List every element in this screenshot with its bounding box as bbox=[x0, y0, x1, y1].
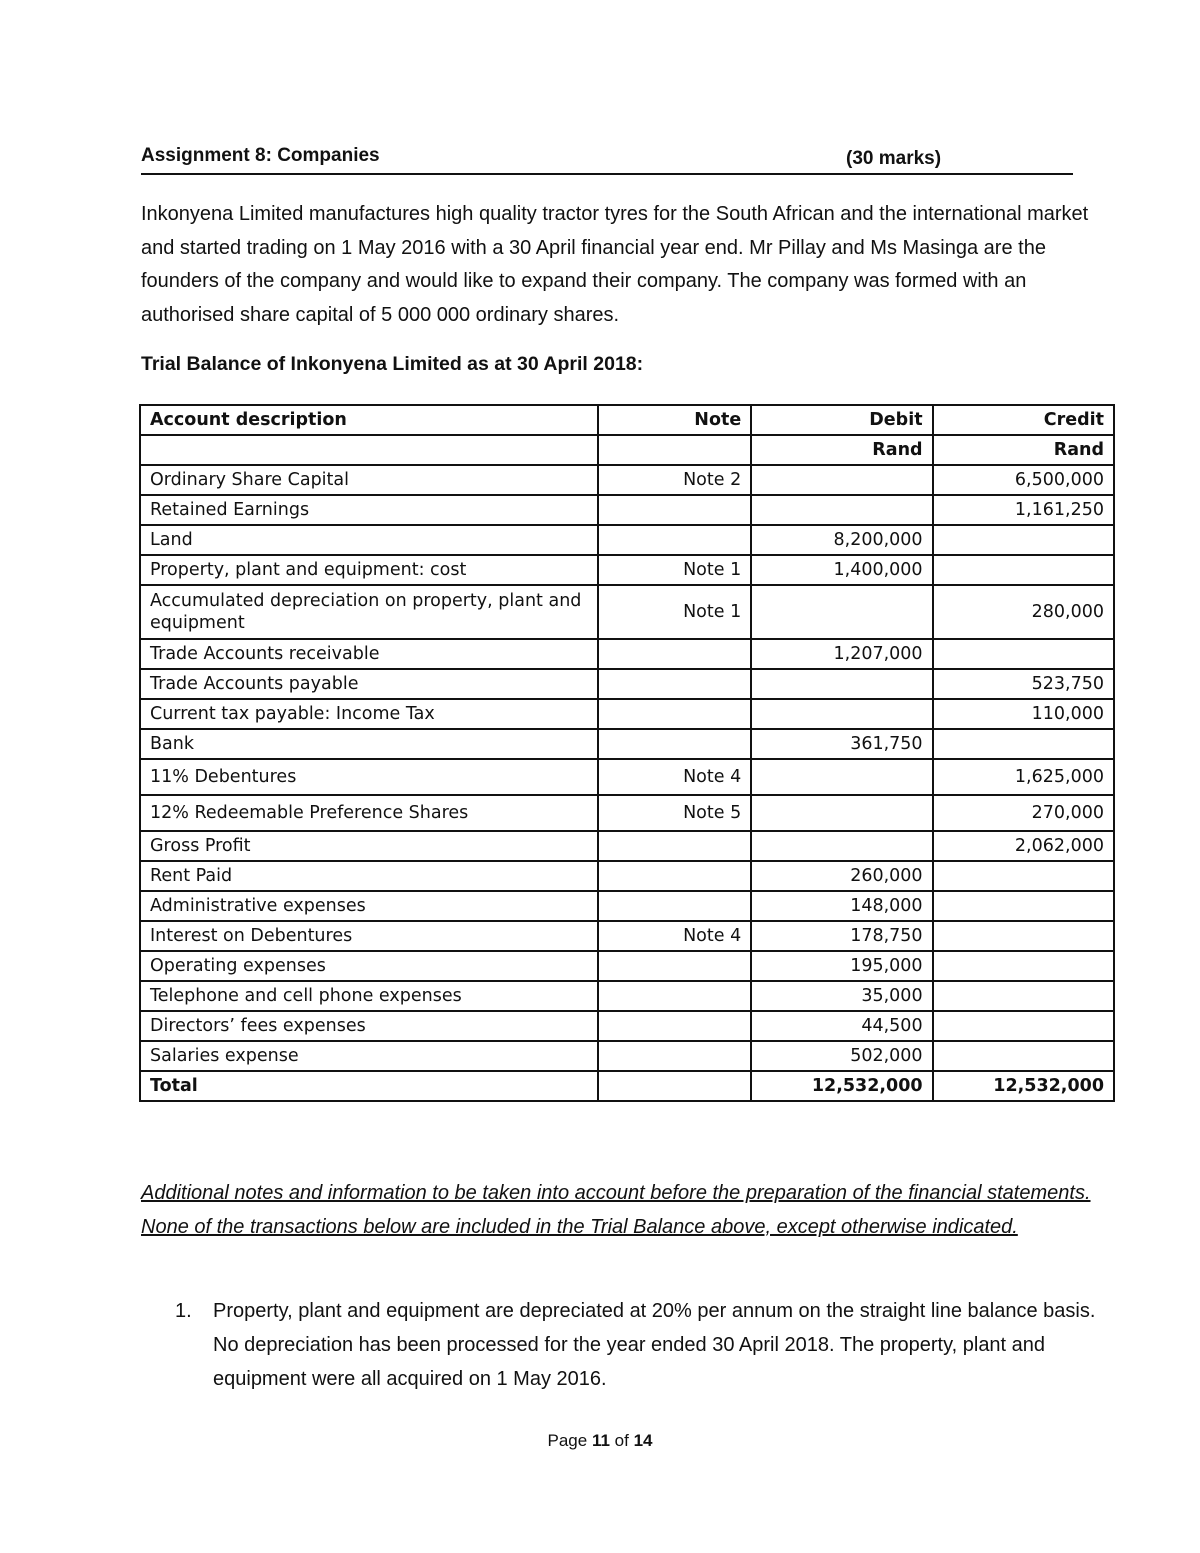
credit-cell bbox=[933, 921, 1114, 951]
header-note: Note bbox=[598, 405, 751, 435]
debit-cell: 1,207,000 bbox=[751, 639, 932, 669]
table-row bbox=[140, 981, 1114, 1011]
note-cell bbox=[598, 669, 751, 699]
note-cell: Note 5 bbox=[598, 795, 751, 831]
table-header-row bbox=[140, 405, 1114, 435]
credit-cell bbox=[933, 861, 1114, 891]
table-row bbox=[140, 495, 1114, 525]
table-row bbox=[140, 585, 1114, 639]
credit-cell: 280,000 bbox=[933, 585, 1114, 639]
table-row bbox=[140, 669, 1114, 699]
credit-cell: 12,532,000 bbox=[933, 1071, 1114, 1101]
note-cell bbox=[598, 699, 751, 729]
account-cell: Administrative expenses bbox=[140, 891, 598, 921]
trial-balance-heading: Trial Balance of Inkonyena Limited as at 30 April 2018: bbox=[141, 353, 644, 375]
credit-cell: 2,062,000 bbox=[933, 831, 1114, 861]
note-cell bbox=[598, 861, 751, 891]
table-row bbox=[140, 861, 1114, 891]
debit-cell: 8,200,000 bbox=[751, 525, 932, 555]
table-row bbox=[140, 465, 1114, 495]
account-cell: Operating expenses bbox=[140, 951, 598, 981]
account-cell: 12% Redeemable Preference Shares bbox=[140, 795, 598, 831]
debit-cell: 361,750 bbox=[751, 729, 932, 759]
credit-cell bbox=[933, 1011, 1114, 1041]
note-cell bbox=[598, 495, 751, 525]
credit-cell bbox=[933, 555, 1114, 585]
table-row bbox=[140, 729, 1114, 759]
units-account bbox=[140, 435, 598, 465]
account-cell: Ordinary Share Capital bbox=[140, 465, 598, 495]
credit-cell: 270,000 bbox=[933, 795, 1114, 831]
debit-cell bbox=[751, 465, 932, 495]
credit-cell bbox=[933, 981, 1114, 1011]
table-row bbox=[140, 921, 1114, 951]
note-cell bbox=[598, 1011, 751, 1041]
debit-cell: 178,750 bbox=[751, 921, 932, 951]
account-cell: Land bbox=[140, 525, 598, 555]
account-cell: Retained Earnings bbox=[140, 495, 598, 525]
table-row bbox=[140, 759, 1114, 795]
note-cell: Note 4 bbox=[598, 759, 751, 795]
account-cell: Interest on Debentures bbox=[140, 921, 598, 951]
header-account: Account description bbox=[140, 405, 598, 435]
table-row bbox=[140, 1041, 1114, 1071]
account-cell: Trade Accounts receivable bbox=[140, 639, 598, 669]
account-cell: Trade Accounts payable bbox=[140, 669, 598, 699]
assignment-header bbox=[141, 145, 1073, 175]
page-footer bbox=[0, 1431, 1200, 1451]
debit-cell bbox=[751, 759, 932, 795]
debit-cell bbox=[751, 831, 932, 861]
debit-cell bbox=[751, 495, 932, 525]
debit-cell: 12,532,000 bbox=[751, 1071, 932, 1101]
credit-cell bbox=[933, 891, 1114, 921]
credit-cell bbox=[933, 729, 1114, 759]
debit-cell: 502,000 bbox=[751, 1041, 932, 1071]
account-cell: Bank bbox=[140, 729, 598, 759]
account-cell: 11% Debentures bbox=[140, 759, 598, 795]
credit-cell: 6,500,000 bbox=[933, 465, 1114, 495]
account-cell: Current tax payable: Income Tax bbox=[140, 699, 598, 729]
header-credit: Credit bbox=[933, 405, 1114, 435]
table-units-row bbox=[140, 435, 1114, 465]
note-cell bbox=[598, 831, 751, 861]
page-label: Page bbox=[547, 1431, 592, 1450]
units-debit: Rand bbox=[751, 435, 932, 465]
note-cell bbox=[598, 981, 751, 1011]
table-row bbox=[140, 831, 1114, 861]
note-cell: Note 1 bbox=[598, 555, 751, 585]
note-cell bbox=[598, 729, 751, 759]
additional-notes-heading: Additional notes and information to be taken into account before the preparation of the financial statements. None of the transactions below are included in the Trial Balance above, except otherwise indicated. bbox=[141, 1182, 1091, 1238]
debit-cell: 148,000 bbox=[751, 891, 932, 921]
note-cell bbox=[598, 639, 751, 669]
table-row bbox=[140, 555, 1114, 585]
page-of: of bbox=[609, 1431, 634, 1450]
credit-cell bbox=[933, 951, 1114, 981]
table-row bbox=[140, 795, 1114, 831]
note-cell bbox=[598, 525, 751, 555]
debit-cell: 1,400,000 bbox=[751, 555, 932, 585]
note-cell bbox=[598, 1041, 751, 1071]
intro-paragraph: Inkonyena Limited manufactures high quality tractor tyres for the South African and the international market and started trading on 1 May 2016 with a 30 April financial year end. Mr Pillay and Ms Masinga are the founders of the company and would like to expand their company. The company was formed with an authorised share capital of 5 000 000 ordinary shares. bbox=[141, 203, 1089, 326]
debit-cell bbox=[751, 795, 932, 831]
note-cell: Note 2 bbox=[598, 465, 751, 495]
page-total: 14 bbox=[633, 1431, 653, 1450]
debit-cell bbox=[751, 669, 932, 699]
credit-cell: 523,750 bbox=[933, 669, 1114, 699]
credit-cell bbox=[933, 1041, 1114, 1071]
table-row bbox=[140, 1011, 1114, 1041]
table-row bbox=[140, 699, 1114, 729]
table-row bbox=[140, 891, 1114, 921]
account-cell: Telephone and cell phone expenses bbox=[140, 981, 598, 1011]
note-cell bbox=[598, 951, 751, 981]
credit-cell: 110,000 bbox=[933, 699, 1114, 729]
debit-cell bbox=[751, 699, 932, 729]
account-cell: Rent Paid bbox=[140, 861, 598, 891]
note-text: Property, plant and equipment are depreciated at 20% per annum on the straight line balance basis. No depreciation has been processed for the year ended 30 April 2018. The property, plant and equipment were all acquired on 1 May 2016. bbox=[213, 1300, 1096, 1390]
table-row bbox=[140, 951, 1114, 981]
credit-cell bbox=[933, 525, 1114, 555]
page-current: 11 bbox=[591, 1431, 610, 1450]
note-cell: Note 1 bbox=[598, 585, 751, 639]
debit-cell: 35,000 bbox=[751, 981, 932, 1011]
note-number: 1. bbox=[175, 1300, 192, 1322]
account-cell: Total bbox=[140, 1071, 598, 1101]
credit-cell: 1,625,000 bbox=[933, 759, 1114, 795]
debit-cell: 44,500 bbox=[751, 1011, 932, 1041]
credit-cell: 1,161,250 bbox=[933, 495, 1114, 525]
assignment-title: Assignment 8: Companies bbox=[141, 145, 380, 166]
account-cell: Directors’ fees expenses bbox=[140, 1011, 598, 1041]
credit-cell bbox=[933, 639, 1114, 669]
account-cell: Salaries expense bbox=[140, 1041, 598, 1071]
table-total-row bbox=[140, 1071, 1114, 1101]
units-note bbox=[598, 435, 751, 465]
note-cell bbox=[598, 1071, 751, 1101]
account-cell: Accumulated depreciation on property, plant and equipment bbox=[140, 585, 598, 639]
note-cell bbox=[598, 891, 751, 921]
assignment-marks: (30 marks) bbox=[846, 148, 942, 169]
table-row bbox=[140, 525, 1114, 555]
debit-cell: 260,000 bbox=[751, 861, 932, 891]
debit-cell: 195,000 bbox=[751, 951, 932, 981]
note-cell: Note 4 bbox=[598, 921, 751, 951]
table-row bbox=[140, 639, 1114, 669]
debit-cell bbox=[751, 585, 932, 639]
header-debit: Debit bbox=[751, 405, 932, 435]
units-credit: Rand bbox=[933, 435, 1114, 465]
account-cell: Property, plant and equipment: cost bbox=[140, 555, 598, 585]
account-cell: Gross Profit bbox=[140, 831, 598, 861]
trial-balance-table bbox=[139, 404, 1115, 1102]
